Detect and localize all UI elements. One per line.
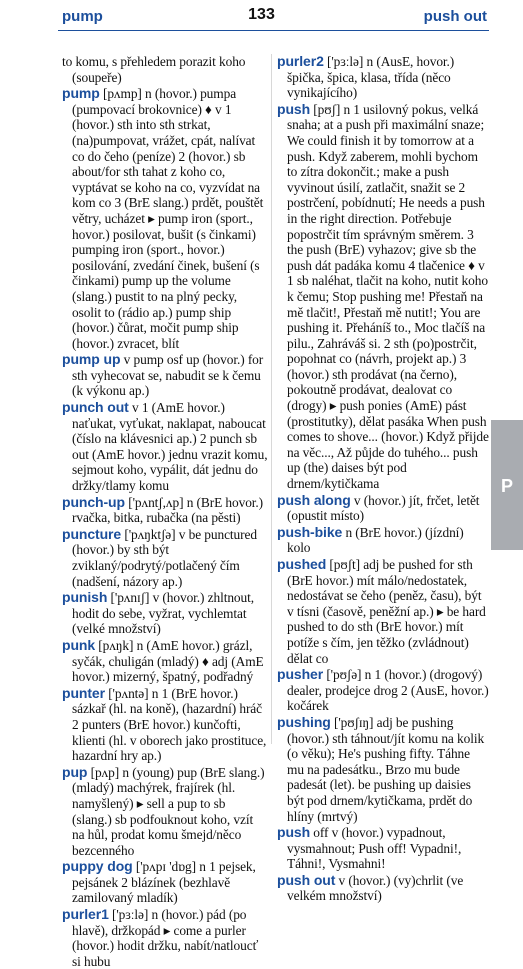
headword: pup xyxy=(62,763,88,780)
entry-puppy-dog: puppy dog ['pʌpɪ 'dɒg] n 1 pejsek, pejsánek 2 blázínek (bezhlavě zamilovaný mladík) xyxy=(62,858,256,906)
headword: purler1 xyxy=(62,906,109,923)
entry-punter: punter ['pʌntə] n 1 (BrE hovor.) sázkař (hl. na koně), (hazardní) hráč 2 punters (BrE hovor.) kunčofti, klienti (hl. v oborech jako prostituce, hazardní hry ap.) xyxy=(62,684,267,764)
entry-push-out: push out v (hovor.) (vy)chrlit (ve velkém množství) xyxy=(277,871,464,904)
entry-pup: pup [pʌp] n (young) pup (BrE slang.) (mladý) machýrek, frajírek (hl. namyšlený) ▸ sell a pup to sb (slang.) sb podfouknout koho, vzít na hůl, prodat komu šmejd/něco bezcenného xyxy=(62,763,265,858)
headword: push out xyxy=(277,871,336,888)
right-guideword: push out xyxy=(423,8,487,25)
entry-pump-continuation: to komu, s přehledem porazit koho (soupeře) xyxy=(62,54,246,85)
thumb-index-tab xyxy=(491,420,523,550)
column-divider xyxy=(271,54,272,744)
entry-purler1: purler1 ['pɜːlə] n (hovor.) pád (po hlavě), držkopád ▸ come a purler (hovor.) hodit držku, nabít/natloucť si hubu xyxy=(62,906,259,969)
entry-pump: pump [pʌmp] n (hovor.) pumpa (pumpovací brokovnice) ♦ v 1 (hovor.) sth into sth strkat, (na)pumpovat, vrážet, cpát, nalívat co do čeho (peníze) 2 (hovor.) sb about/for sth tahat z koho co, vyptávat se koho na co, vyzvídat na kom co 3 (BrE slang.) prdět, pouštět větry, ucházet ▸ pump iron (sport., hovor.) posilovat, bušit (s činkami) pumping iron (sport., hovor.) posilování, zvedání činek, bušení (s činkami) pump up the volume (slang.) pustit to na plný pecky, osolit to (rádio ap.) pump ship (hovor.) čůrat, močit pump ship (hovor.) zvracet, blít xyxy=(62,85,264,351)
left-guideword: pump xyxy=(62,8,103,25)
entry-pump-up: pump up v pump osf up (hovor.) for sth vyhecovat se, nabudit se k čemu (k výkonu ap.) xyxy=(62,351,264,399)
headword: pusher xyxy=(277,666,324,683)
entry-push-bike: push-bike n (BrE hovor.) (jízdní) kolo xyxy=(277,523,464,556)
header-rule xyxy=(58,30,489,31)
headword: puppy dog xyxy=(62,858,133,875)
entry-push: push [pʊʃ] n 1 usilovný pokus, velká snaha; at a push při maximální snaze; We could finish it by tomorrow at a push. Když zaberem, mohli bychom to zítra dokončit.; make a push vyvinout úsilí, zatlačit, snažit se 2 postrčení, pobídnutí; He needs a push in the right direction. Potřebuje popostrčit tím správným směrem. 3 the push (BrE) vyhazov; give sb the push dát padáka komu 4 tlačenice ♦ v 1 sb naléhat, tlačit na koho, nutit koho k čemu; Stop pushing me! Přestaň na mě tlačit!, Přestaň mě nutit!; You are pushing it. Přeháníš to., Moc tlačíš na pilu., Zahráváš si. 2 sth (po)postrčit, popohnat co (návrh, projekt ap.) 3 (hovor.) sth prodávat (na černo), pokoutně prodávat, dealovat co (drogy) ▸ push ponies (AmE) pást (prostitutky), dělat pasáka When push comes to shove... (hovor.) Když přijde na věc..., Až půjde do tuhého... push up (the) daises být pod drnem/kytičkama xyxy=(277,100,489,492)
headword: pushing xyxy=(277,713,331,730)
headword: punch-up xyxy=(62,493,125,510)
headword: push along xyxy=(277,491,351,508)
headword: push-bike xyxy=(277,523,343,540)
headword: punish xyxy=(62,589,108,606)
right-column xyxy=(277,53,489,904)
entry-purler2: purler2 ['pɜːlə] n (AusE, hovor.) špička, špica, klasa, třída (něco vynikajícího) xyxy=(277,53,455,101)
entry-push-along: push along v (hovor.) jít, frčet, letět (opustit místo) xyxy=(277,491,480,524)
entry-puncture: puncture ['pʌŋktʃə] v be punctured (hovor.) by sth být zviklaný/podrytý/potlačený čím (nadšení, názory ap.) xyxy=(62,525,257,589)
entry-pushed: pushed [pʊʃt] adj be pushed for sth (BrE hovor.) mít málo/nedostatek, nedostávat se čeho (peněz, času), být v tísni (časově, peněžní ap.) ▸ be hard pushed to do sth (BrE hovor.) mít potíže s čím, jen těžko (zvládnout) dělat co xyxy=(277,556,486,666)
thumb-index-letter: P xyxy=(500,476,513,496)
page-header xyxy=(0,0,523,42)
entry-pushing: pushing ['pʊʃɪŋ] adj be pushing (hovor.) sth táhnout/jít komu na kolik (o věku); He's pushing fifty. Táhne mu na padesátku., Brzo mu bude padesát (let). be pushing up daisies být pod drnem/kytičkama, prdět do hlíny (mrtvý) xyxy=(277,713,485,824)
headword: purler2 xyxy=(277,53,324,69)
headword: pump up xyxy=(62,351,121,368)
headword: pushed xyxy=(277,556,327,572)
headword: puncture xyxy=(62,525,122,542)
entry-punish: punish ['pʌnɪʃ] v (hovor.) zhltnout, hodit do sebe, vyžrat, vychlemtat (velké množství) xyxy=(62,589,254,637)
headword: punter xyxy=(62,684,105,701)
entry-punch-out: punch out v 1 (AmE hovor.) naťukat, vyťukat, naklapat, naboucat (číslo na klávesnici ap.) 2 punch sb out (AmE hovor.) jednu vrazit komu, sejmout koho, vypálit, dát jednu do držky/tlamy komu xyxy=(62,399,268,494)
entry-punk: punk [pʌŋk] n (AmE hovor.) grázl, syčák, chuligán (mladý) ♦ adj (AmE hovor.) mizerný, špatný, podřadný xyxy=(62,636,264,685)
page-number: 133 xyxy=(248,6,275,23)
entry-punch-up: punch-up ['pʌntʃ,ʌp] n (BrE hovor.) rvačka, bitka, rubačka (na pěsti) xyxy=(62,493,264,526)
headword: punch out xyxy=(62,399,129,416)
entry-pusher: pusher ['pʊʃə] n 1 (hovor.) (drogový) dealer, prodejce drog 2 (AusE, hovor.) kočárek xyxy=(277,666,489,714)
headword: push xyxy=(277,100,311,117)
entry-push-off: push off v (hovor.) vypadnout, vysmahnout; Push off! Vypadni!, Táhni!, Vysmahni! xyxy=(277,824,462,872)
headword: pump xyxy=(62,85,100,102)
left-column xyxy=(62,54,268,969)
headword: push xyxy=(277,824,311,841)
headword: punk xyxy=(62,636,96,653)
